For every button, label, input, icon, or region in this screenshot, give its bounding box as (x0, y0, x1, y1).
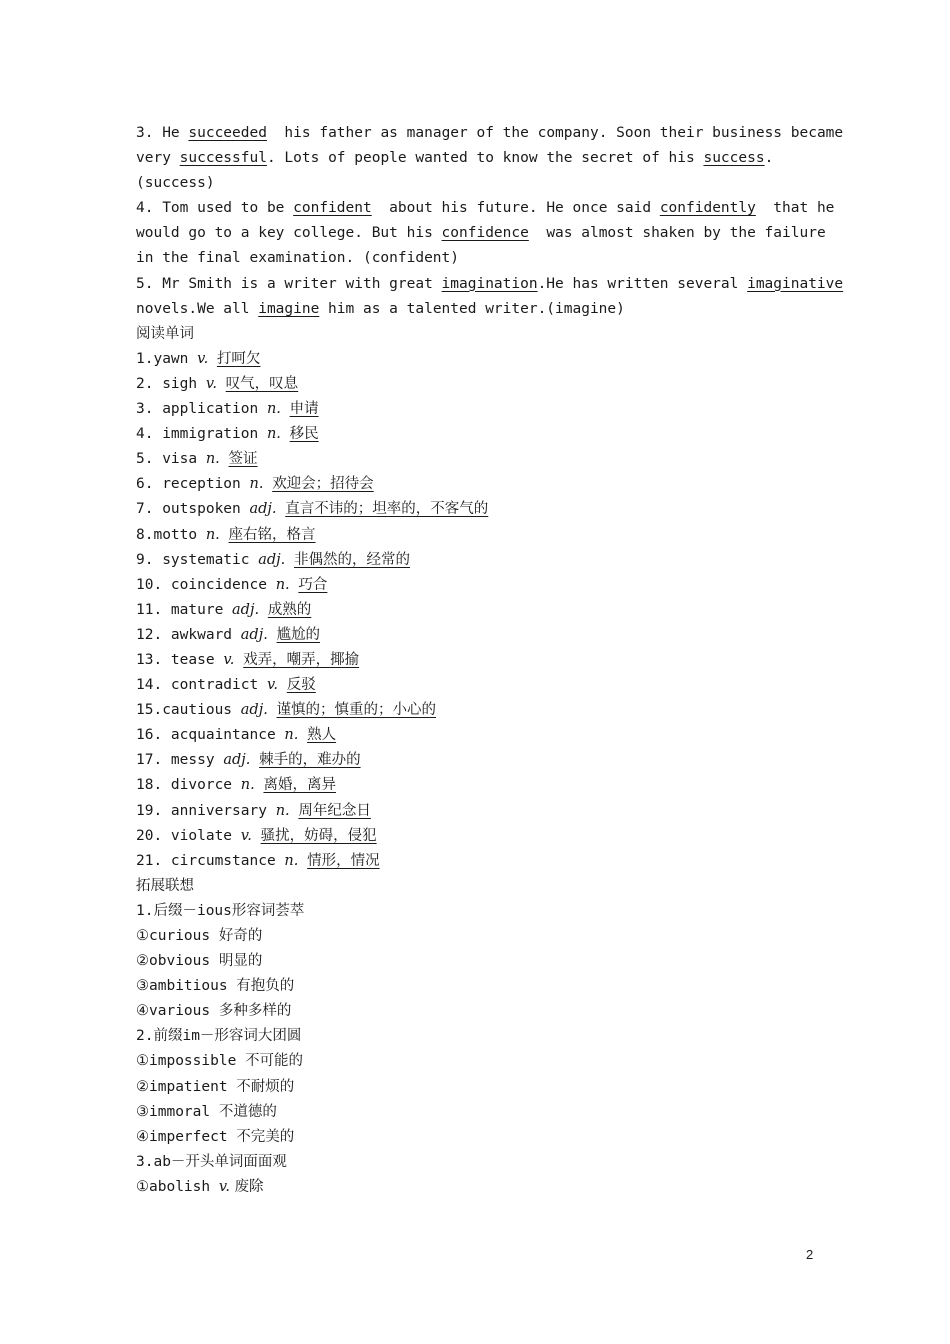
text: that he (755, 200, 835, 217)
text: his father as manager of the company. Soon their business became (266, 125, 844, 141)
word-row (136, 548, 826, 573)
group-title-im: 2.前缀im－形容词大团圆 (136, 1028, 302, 1045)
word-meaning: 棘手的，难办的 (259, 752, 361, 769)
answer-blank: confident (293, 200, 372, 217)
word-row (136, 748, 826, 773)
part-of-speech: n. (266, 426, 281, 443)
exercise-item-4-line-3: in the final examination. (confident) (136, 250, 460, 267)
text: 4. Tom used to be (136, 200, 294, 217)
list-item: ③immoral 不道德的 (136, 1103, 277, 1120)
exercise-item-4-line-1 (136, 196, 835, 221)
part-of-speech: v. (197, 350, 209, 367)
word-row (136, 347, 826, 372)
part-of-speech: n. (205, 526, 220, 543)
word-meaning: 申请 (289, 401, 319, 418)
word-entry: 6. reception (136, 476, 250, 493)
list-item: ④imperfect 不完美的 (136, 1128, 295, 1145)
answer-blank: confidently (659, 200, 756, 217)
word-entry: 19. anniversary (136, 802, 276, 819)
word-entry: 5. visa (136, 451, 206, 468)
exercise-item-3-line-3: (success) (136, 175, 215, 192)
text: would go to a key college. But his (136, 225, 442, 242)
word-entry: 13. tease (136, 651, 224, 668)
page-content (136, 121, 844, 1200)
text: 5. Mr Smith is a writer with great (136, 275, 442, 292)
text: . (764, 150, 774, 167)
word-meaning: 打呵欠 (216, 350, 261, 367)
part-of-speech: v. (218, 1178, 230, 1195)
word-row (136, 849, 826, 874)
word-row (136, 523, 826, 548)
word-row (136, 397, 826, 422)
word-row (136, 824, 826, 849)
word-entry: 3. application (136, 401, 267, 418)
answer-blank: confidence (441, 225, 529, 242)
word-row (136, 623, 826, 648)
word-row (136, 447, 826, 472)
word-meaning: 周年纪念日 (298, 802, 371, 819)
list-item: ②impatient 不耐烦的 (136, 1078, 295, 1095)
word-row (136, 698, 826, 723)
word-entry: 15.cautious (136, 702, 241, 719)
part-of-speech: adj. (223, 752, 251, 769)
section-heading-reading-words: 阅读单词 (136, 325, 194, 342)
text: novels.We all (136, 300, 259, 317)
list-item: ①curious 好奇的 (136, 928, 263, 944)
text: very (136, 150, 180, 167)
list-item (136, 1175, 826, 1200)
word-entry: 4. immigration (136, 426, 267, 443)
answer-blank: imaginative (747, 275, 844, 292)
part-of-speech: v. (223, 651, 235, 668)
exercise-item-3-line-1 (136, 121, 844, 146)
word-row (136, 723, 826, 748)
part-of-speech: v. (205, 375, 217, 392)
list-item: ①impossible 不可能的 (136, 1053, 304, 1070)
answer-blank: succeeded (188, 125, 267, 141)
word-entry: 2. sigh (136, 375, 206, 392)
answer-blank: success (703, 150, 765, 167)
word-row (136, 673, 826, 698)
word-row (136, 598, 826, 623)
group-title-ious: 1.后缀－ious形容词荟萃 (136, 902, 305, 919)
word-row (136, 422, 826, 447)
part-of-speech: adj. (240, 702, 268, 719)
page-number: 2 (806, 1247, 814, 1262)
part-of-speech: adj. (232, 601, 260, 618)
part-of-speech: n. (284, 727, 299, 744)
text: about his future. He once said (371, 200, 660, 217)
word-meaning: 座右铭，格言 (228, 526, 316, 543)
part-of-speech: n. (249, 476, 264, 493)
word-meaning: 熟人 (307, 727, 337, 744)
word-row (136, 799, 826, 824)
part-of-speech: n. (275, 576, 290, 593)
word-row (136, 573, 826, 598)
answer-blank: imagine (258, 300, 320, 317)
word-meaning: 移民 (289, 426, 319, 443)
text: .He has written several (537, 275, 748, 292)
part-of-speech: n. (275, 802, 290, 819)
word-meaning: 情形，情况 (307, 852, 380, 869)
word-row (136, 648, 826, 673)
exercise-item-5-line-2 (136, 297, 826, 322)
word-meaning: 离婚，离异 (263, 777, 336, 794)
word-entry: 8.motto (136, 526, 206, 543)
part-of-speech: adj. (240, 626, 268, 643)
part-of-speech: adj. (258, 551, 286, 568)
word-entry: 12. awkward (136, 626, 241, 643)
word-row (136, 372, 826, 397)
word-entry: 11. mature (136, 601, 233, 618)
word-entry: 20. violate (136, 827, 241, 844)
word-entry: 18. divorce (136, 777, 241, 794)
word-meaning: 巧合 (298, 576, 328, 593)
group-title-ab: 3.ab－开头单词面面观 (136, 1153, 287, 1170)
text: him as a talented writer.(imagine) (319, 300, 625, 317)
word-row (136, 497, 826, 522)
reading-word-list (136, 347, 826, 874)
word-row (136, 472, 826, 497)
word-entry: 10. coincidence (136, 576, 276, 593)
word-entry: 16. acquaintance (136, 727, 285, 744)
list-item: ②obvious 明显的 (136, 953, 263, 970)
word-meaning: 非偶然的，经常的 (294, 551, 410, 568)
exercise-item-4-line-2 (136, 221, 826, 246)
text: was almost shaken by the failure (528, 225, 826, 242)
exercise-item-3-line-2 (136, 146, 826, 171)
word-entry: 9. systematic (136, 551, 259, 568)
word-entry: 1.yawn (136, 350, 198, 367)
word-entry: 14. contradict (136, 677, 267, 694)
part-of-speech: v. (266, 677, 279, 694)
exercise-item-5-line-1 (136, 272, 844, 297)
meaning: 废除 (229, 1178, 264, 1195)
part-of-speech: v. (240, 827, 252, 844)
word-meaning: 叹气，叹息 (225, 375, 299, 392)
word-meaning: 成熟的 (267, 601, 312, 618)
word-meaning: 谨慎的；慎重的；小心的 (276, 702, 437, 719)
part-of-speech: n. (240, 777, 255, 794)
part-of-speech: n. (284, 852, 299, 869)
word: ①abolish (136, 1178, 219, 1195)
word-meaning: 直言不讳的；坦率的，不客气的 (285, 501, 489, 518)
answer-blank: successful (179, 150, 267, 167)
word-meaning: 骚扰，妨碍，侵犯 (260, 827, 377, 844)
text: 3. He (136, 125, 189, 141)
list-item: ④various 多种多样的 (136, 1003, 292, 1020)
section-heading-expansion: 拓展联想 (136, 877, 194, 894)
word-entry: 17. messy (136, 752, 224, 769)
part-of-speech: n. (205, 451, 220, 468)
word-row (136, 773, 826, 798)
text: . Lots of people wanted to know the secret of his (266, 150, 704, 167)
word-entry: 21. circumstance (136, 852, 285, 869)
word-meaning: 欢迎会；招待会 (272, 476, 374, 493)
part-of-speech: n. (266, 401, 281, 418)
part-of-speech: adj. (249, 501, 277, 518)
word-meaning: 签证 (228, 451, 258, 468)
word-meaning: 戏弄，嘲弄，揶揄 (243, 651, 360, 668)
word-meaning: 反驳 (286, 677, 316, 694)
word-meaning: 尴尬的 (276, 626, 321, 643)
list-item: ③ambitious 有抱负的 (136, 978, 295, 995)
answer-blank: imagination (441, 275, 538, 292)
word-entry: 7. outspoken (136, 501, 250, 518)
